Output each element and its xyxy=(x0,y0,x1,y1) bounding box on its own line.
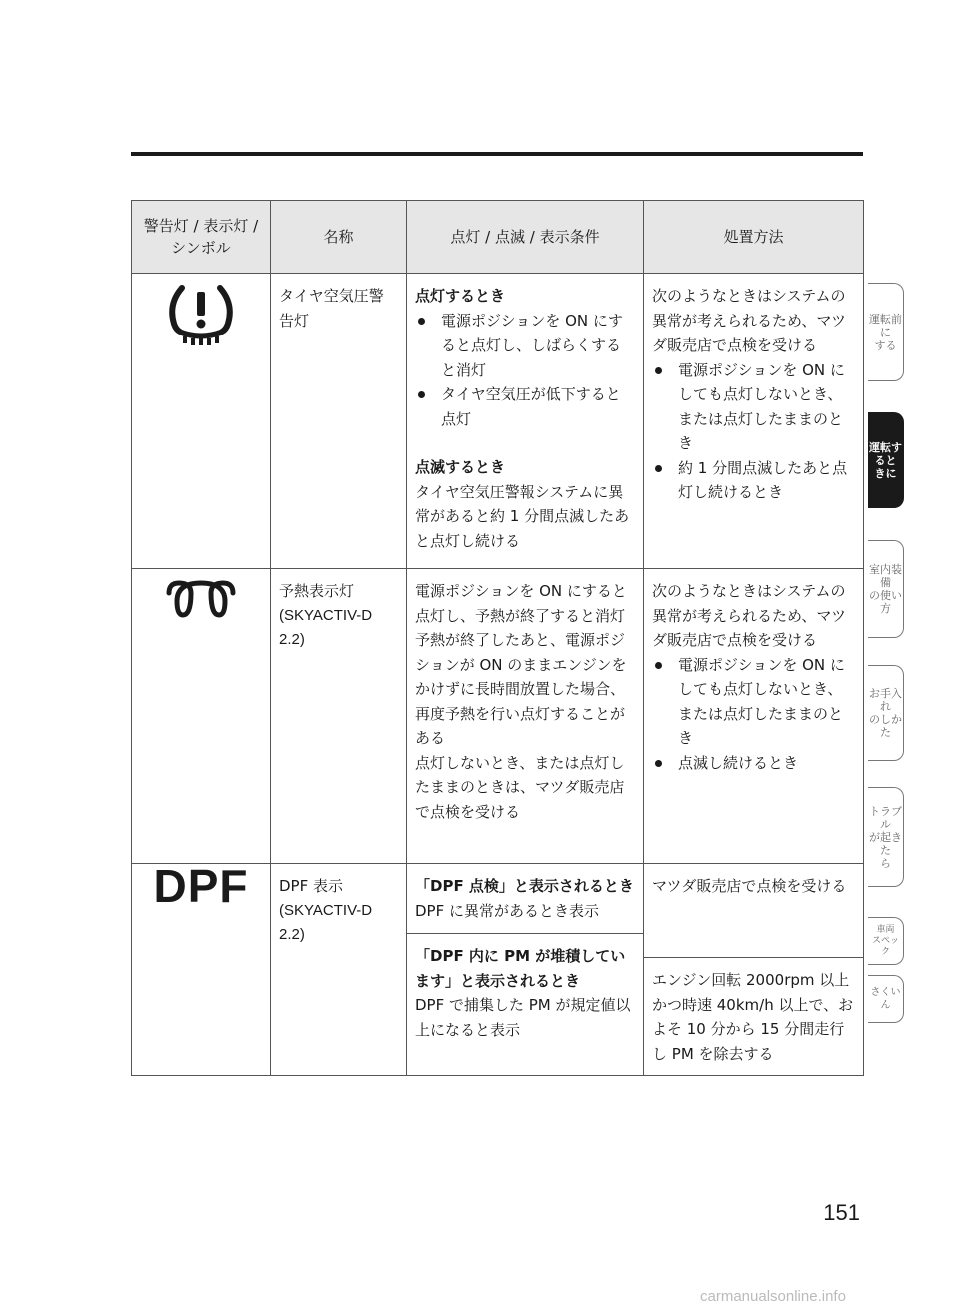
list-item: 点滅し続けるとき xyxy=(652,751,855,776)
condition-subtitle: 点灯するとき xyxy=(415,287,506,305)
list-item: 電源ポジションを ON にしても点灯しないとき、または点灯したままのとき xyxy=(652,358,855,456)
action-list xyxy=(652,358,855,505)
condition-text: 予熱が終了したあと、電源ポジションが ON のままエンジンをかけずに長時間放置した場合、再度予熱を行い点灯することがある xyxy=(415,631,627,747)
row-divider xyxy=(407,933,643,934)
name-cell xyxy=(271,864,407,1076)
glow-plug-indicator-icon xyxy=(165,579,237,619)
action-text: マツダ販売店で点検を受ける xyxy=(652,877,847,895)
action-cell xyxy=(644,274,864,569)
table-row xyxy=(132,569,864,864)
action-text: エンジン回転 2000rpm 以上かつ時速 40km/h 以上で、およそ 10 分から 15 分間走行し PM を除去する xyxy=(652,971,854,1063)
action-list xyxy=(652,653,855,776)
header-action: 処置方法 xyxy=(644,201,864,274)
list-item: タイヤ空気圧が低下すると点灯 xyxy=(415,382,635,431)
action-cell xyxy=(644,864,864,1076)
symbol-cell xyxy=(132,569,271,864)
table-row xyxy=(132,274,864,569)
symbol-cell xyxy=(132,860,271,1076)
condition-text: DPF で捕集した PM が規定値以上になると表示 xyxy=(415,996,631,1039)
symbol-cell xyxy=(132,274,271,569)
condition-text: 電源ポジションを ON にすると点灯し、予熱が終了すると消灯 xyxy=(415,582,627,625)
tab-interior[interactable]: 室内装備 の使い方 xyxy=(868,540,904,638)
tab-index[interactable]: さくいん xyxy=(868,975,904,1023)
condition-text: DPF に異常があるとき表示 xyxy=(415,901,599,920)
tab-maintenance[interactable]: お手入れ のしかた xyxy=(868,665,904,761)
dpf-icon: DPF xyxy=(153,860,249,912)
name-cell xyxy=(271,274,407,569)
condition-subtitle: 点滅するとき xyxy=(415,458,506,476)
list-item: 電源ポジションを ON にしても点灯しないとき、または点灯したままのとき xyxy=(652,653,855,751)
condition-cell xyxy=(407,569,644,864)
tab-while-driving[interactable]: 運転すると きに xyxy=(868,412,904,508)
condition-cell xyxy=(407,274,644,569)
tab-before-driving[interactable]: 運転前に する xyxy=(868,283,904,381)
light-name-sub: (SKYACTIV-D 2.2) xyxy=(279,606,373,648)
tab-troubleshooting[interactable]: トラブル が起きた ら xyxy=(868,787,904,887)
light-name: DPF 表示 xyxy=(279,877,343,895)
action-cell xyxy=(644,569,864,864)
condition-text: タイヤ空気圧警報システムに異常があると約 1 分間点滅したあと点灯し続ける xyxy=(415,482,630,550)
list-item: 電源ポジションを ON にすると点灯し、しばらくすると消灯 xyxy=(415,309,635,383)
condition-subtitle: 「DPF 点検」と表示されるとき xyxy=(415,877,634,895)
action-text: 次のようなときはシステムの異常が考えられるため、マツダ販売店で点検を受ける xyxy=(652,287,846,354)
name-cell xyxy=(271,569,407,864)
footer-watermark: carmanualsonline.info xyxy=(700,1288,846,1305)
warning-light-table xyxy=(131,200,864,1076)
action-text: 次のようなときはシステムの異常が考えられるため、マツダ販売店で点検を受ける xyxy=(652,582,846,649)
top-rule xyxy=(131,152,863,156)
tire-pressure-warning-icon xyxy=(166,284,236,346)
tab-specs[interactable]: 車両 スペック xyxy=(868,917,904,965)
light-name: 予熱表示灯 xyxy=(279,582,355,600)
row-divider xyxy=(644,957,863,958)
condition-text: 点灯しないとき、または点灯したままのときは、マツダ販売店で点検を受ける xyxy=(415,753,625,821)
page-number: 151 xyxy=(823,1200,860,1225)
header-symbol: 警告灯 / 表示灯 / シンボル xyxy=(132,201,271,274)
condition-list xyxy=(415,309,635,432)
light-name-sub: (SKYACTIV-D 2.2) xyxy=(279,901,373,943)
list-item: 約 1 分間点滅したあと点灯し続けるとき xyxy=(652,456,855,505)
header-name: 名称 xyxy=(271,201,407,274)
table-row xyxy=(132,864,864,1076)
light-name: タイヤ空気圧警告灯 xyxy=(279,287,384,330)
table-header-row xyxy=(132,201,864,274)
condition-subtitle: 「DPF 内に PM が堆積しています」と表示されるとき xyxy=(415,947,626,990)
header-condition: 点灯 / 点滅 / 表示条件 xyxy=(407,201,644,274)
condition-cell xyxy=(407,864,644,1076)
